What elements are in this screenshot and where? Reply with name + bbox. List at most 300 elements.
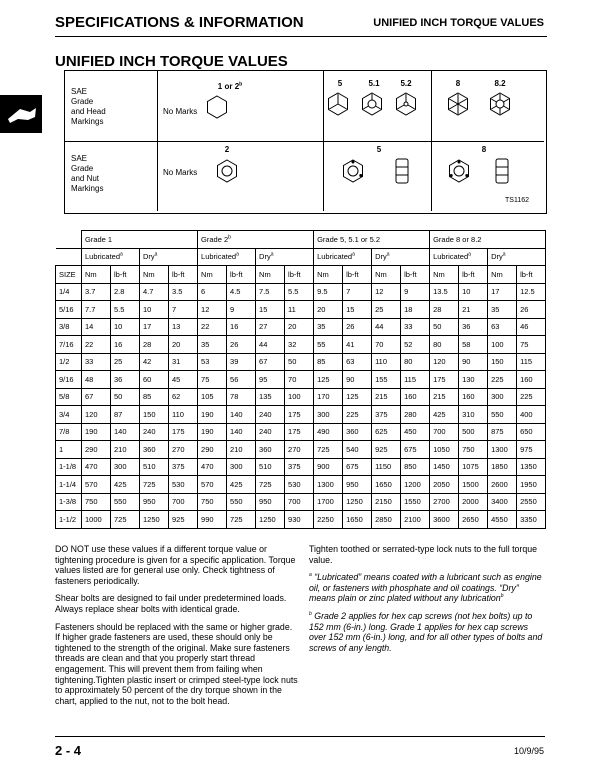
unit-nm-header: Nm — [198, 266, 227, 284]
torque-cell: 115 — [401, 371, 430, 389]
unit-nm-header: Nm — [488, 266, 517, 284]
hex-head-grade52-icon — [395, 93, 417, 115]
dry-header: Dry$^a$ — [488, 248, 546, 266]
torque-cell: 175 — [285, 423, 314, 441]
torque-cell: 62 — [169, 388, 198, 406]
header-rule — [55, 36, 547, 37]
section-tab — [0, 95, 42, 133]
torque-cell: 2550 — [517, 493, 546, 511]
nut-marking-label: SAE Grade and Nut Markings — [71, 154, 104, 193]
torque-cell: 725 — [227, 511, 256, 529]
running-title: UNIFIED INCH TORQUE VALUES — [373, 17, 544, 29]
torque-cell: 53 — [198, 353, 227, 371]
torque-cell: 7 — [169, 301, 198, 319]
torque-table — [55, 230, 546, 529]
torque-cell: 10 — [111, 318, 140, 336]
torque-cell: 925 — [372, 441, 401, 459]
torque-cell: 4.5 — [227, 283, 256, 301]
torque-cell: 750 — [198, 493, 227, 511]
torque-cell: 470 — [82, 458, 111, 476]
torque-cell: 33 — [401, 318, 430, 336]
torque-cell: 2000 — [459, 493, 488, 511]
torque-cell: 21 — [459, 301, 488, 319]
grade-label-nut-high: 8 — [481, 145, 487, 154]
torque-cell: 930 — [285, 511, 314, 529]
torque-cell: 160 — [401, 388, 430, 406]
torque-cell: 33 — [82, 353, 111, 371]
torque-cell: 35 — [198, 336, 227, 354]
hex-head-grade82-icon — [489, 93, 511, 115]
table-row — [56, 511, 546, 529]
torque-cell: 750 — [82, 493, 111, 511]
torque-cell: 175 — [285, 406, 314, 424]
wrench-icon — [0, 95, 42, 133]
size-header: SIZE — [56, 266, 82, 284]
size-cell: 1/4 — [56, 283, 82, 301]
torque-cell: 310 — [459, 406, 488, 424]
torque-cell: 470 — [198, 458, 227, 476]
no-marks-nut: No Marks — [163, 168, 198, 177]
torque-cell: 2650 — [459, 511, 488, 529]
hex-head-grade5-icon — [327, 93, 349, 115]
torque-cell: 95 — [256, 371, 285, 389]
torque-cell: 42 — [140, 353, 169, 371]
torque-cell: 2700 — [430, 493, 459, 511]
grade-label-head: 5.1 — [368, 79, 380, 88]
torque-cell: 300 — [227, 458, 256, 476]
torque-cell: 50 — [111, 388, 140, 406]
torque-cell: 90 — [343, 371, 372, 389]
torque-cell: 300 — [314, 406, 343, 424]
lubricated-header: Lubricated$^a$ — [430, 248, 488, 266]
torque-cell: 10 — [140, 301, 169, 319]
torque-cell: 9 — [401, 283, 430, 301]
torque-cell: 87 — [111, 406, 140, 424]
torque-cell: 570 — [82, 476, 111, 494]
torque-cell: 170 — [314, 388, 343, 406]
unit-lbft-header: lb-ft — [517, 266, 546, 284]
torque-cell: 12.5 — [517, 283, 546, 301]
torque-cell: 70 — [285, 371, 314, 389]
lubricated-header: Lubricated$^a$ — [314, 248, 372, 266]
page-number: 2 - 4 — [55, 743, 82, 758]
size-cell: 3/4 — [56, 406, 82, 424]
torque-cell: 4.7 — [140, 283, 169, 301]
dry-header: Dry$^a$ — [140, 248, 198, 266]
size-cell: 1-1/4 — [56, 476, 82, 494]
torque-cell: 80 — [430, 336, 459, 354]
torque-cell: 12 — [372, 283, 401, 301]
table-row — [56, 283, 546, 301]
torque-cell: 725 — [314, 441, 343, 459]
torque-cell: 1850 — [488, 458, 517, 476]
unit-lbft-header: lb-ft — [401, 266, 430, 284]
torque-cell: 490 — [314, 423, 343, 441]
footnote-b: $^b$ Grade 2 applies for hex cap screws (not hex bolts) up to 152 mm (6-in.) long. Grade 1 applies for hex cap screws over 152 mm (6-in.) long, and for all other types of bolts and screws of any length. — [309, 610, 543, 653]
torque-cell: 625 — [372, 423, 401, 441]
torque-cell: 63 — [488, 318, 517, 336]
page-title: UNIFIED INCH TORQUE VALUES — [55, 53, 288, 70]
torque-cell: 60 — [140, 371, 169, 389]
grade-header: Grade 8 or 8.2 — [430, 231, 546, 249]
torque-cell: 375 — [285, 458, 314, 476]
grade-label-nut-low: 2 — [224, 145, 230, 154]
note-paragraph: DO NOT use these values if a different torque value or tightening procedure is given for a specific application. Torque values listed are for general use only. Check tightness of fasteners periodically. — [55, 544, 296, 586]
unit-lbft-header: lb-ft — [227, 266, 256, 284]
torque-cell: 17 — [488, 283, 517, 301]
nut-side-grade5-icon — [395, 158, 409, 184]
torque-cell: 550 — [111, 493, 140, 511]
torque-cell: 1250 — [256, 511, 285, 529]
nut-grade5-icon — [341, 159, 365, 183]
hex-head-grade51-icon — [361, 93, 383, 115]
lubricated-header: Lubricated$^a$ — [198, 248, 256, 266]
torque-cell: 36 — [459, 318, 488, 336]
torque-cell: 400 — [517, 406, 546, 424]
torque-cell: 425 — [111, 476, 140, 494]
torque-cell: 9 — [227, 301, 256, 319]
torque-cell: 2600 — [488, 476, 517, 494]
torque-cell: 700 — [169, 493, 198, 511]
torque-cell: 13.5 — [430, 283, 459, 301]
marking-table — [64, 70, 547, 214]
torque-cell: 240 — [256, 406, 285, 424]
torque-cell: 1075 — [459, 458, 488, 476]
torque-cell: 50 — [430, 318, 459, 336]
torque-cell: 240 — [140, 423, 169, 441]
table-row — [56, 458, 546, 476]
torque-cell: 63 — [343, 353, 372, 371]
table-row — [56, 423, 546, 441]
torque-cell: 280 — [401, 406, 430, 424]
torque-cell: 50 — [285, 353, 314, 371]
size-cell: 7/8 — [56, 423, 82, 441]
torque-cell: 215 — [372, 388, 401, 406]
torque-cell: 150 — [488, 353, 517, 371]
notes-right — [309, 544, 546, 660]
grade-header: Grade 2$^b$ — [198, 231, 314, 249]
torque-cell: 150 — [140, 406, 169, 424]
torque-cell: 3.7 — [82, 283, 111, 301]
section-title: SPECIFICATIONS & INFORMATION — [55, 14, 304, 31]
torque-cell: 850 — [401, 458, 430, 476]
torque-cell: 1950 — [517, 476, 546, 494]
torque-cell: 1700 — [314, 493, 343, 511]
size-cell: 1-1/2 — [56, 511, 82, 529]
torque-cell: 155 — [372, 371, 401, 389]
torque-cell: 80 — [401, 353, 430, 371]
torque-cell: 530 — [169, 476, 198, 494]
torque-cell: 1200 — [401, 476, 430, 494]
table-row — [56, 371, 546, 389]
torque-cell: 12 — [198, 301, 227, 319]
torque-cell: 570 — [198, 476, 227, 494]
torque-cell: 270 — [285, 441, 314, 459]
torque-cell: 300 — [111, 458, 140, 476]
torque-cell: 48 — [82, 371, 111, 389]
torque-cell: 360 — [140, 441, 169, 459]
torque-cell: 190 — [198, 406, 227, 424]
torque-cell: 32 — [285, 336, 314, 354]
torque-cell: 215 — [430, 388, 459, 406]
unit-lbft-header: lb-ft — [285, 266, 314, 284]
torque-cell: 100 — [285, 388, 314, 406]
unit-nm-header: Nm — [140, 266, 169, 284]
torque-cell: 20 — [314, 301, 343, 319]
torque-cell: 22 — [198, 318, 227, 336]
torque-cell: 1000 — [82, 511, 111, 529]
dry-header: Dry$^a$ — [372, 248, 430, 266]
torque-cell: 425 — [227, 476, 256, 494]
torque-cell: 5.5 — [285, 283, 314, 301]
torque-cell: 725 — [140, 476, 169, 494]
torque-cell: 360 — [343, 423, 372, 441]
note-paragraph: Shear bolts are designed to fail under predetermined loads. Always replace shear bolts with identical grade. — [55, 593, 287, 614]
size-cell: 7/16 — [56, 336, 82, 354]
torque-cell: 175 — [169, 423, 198, 441]
unit-lbft-header: lb-ft — [169, 266, 198, 284]
torque-cell: 550 — [227, 493, 256, 511]
torque-cell: 67 — [82, 388, 111, 406]
grade-header: Grade 1 — [82, 231, 198, 249]
torque-cell: 55 — [314, 336, 343, 354]
torque-cell: 17 — [140, 318, 169, 336]
torque-cell: 26 — [517, 301, 546, 319]
footnote-a: $^a$ “Lubricated” means coated with a lubricant such as engine oil, or fasteners with phosphate and oil coatings. “Dry” means plain or zinc plated without any lubrication$^b$ — [309, 572, 542, 604]
torque-cell: 290 — [82, 441, 111, 459]
torque-cell: 210 — [227, 441, 256, 459]
torque-cell: 450 — [401, 423, 430, 441]
grade-label-head: 5.2 — [400, 79, 412, 88]
torque-cell: 925 — [169, 511, 198, 529]
revision-date: 10/9/95 — [513, 746, 544, 756]
torque-cell: 7 — [343, 283, 372, 301]
unit-nm-header: Nm — [430, 266, 459, 284]
torque-cell: 2050 — [430, 476, 459, 494]
torque-cell: 360 — [256, 441, 285, 459]
unit-lbft-header: lb-ft — [459, 266, 488, 284]
torque-cell: 425 — [430, 406, 459, 424]
torque-cell: 115 — [517, 353, 546, 371]
nut-plain-icon — [215, 159, 239, 183]
size-cell: 3/8 — [56, 318, 82, 336]
torque-cell: 1650 — [372, 476, 401, 494]
torque-cell: 160 — [517, 371, 546, 389]
unit-header-row — [56, 266, 546, 284]
unit-nm-header: Nm — [82, 266, 111, 284]
torque-cell: 3350 — [517, 511, 546, 529]
torque-cell: 20 — [169, 336, 198, 354]
torque-cell: 540 — [343, 441, 372, 459]
torque-cell: 2850 — [372, 511, 401, 529]
torque-cell: 110 — [169, 406, 198, 424]
table-corner — [56, 248, 82, 266]
torque-cell: 650 — [517, 423, 546, 441]
torque-cell: 900 — [314, 458, 343, 476]
grade-header: Grade 5, 5.1 or 5.2 — [314, 231, 430, 249]
torque-cell: 750 — [459, 441, 488, 459]
size-cell: 1 — [56, 441, 82, 459]
torque-cell: 70 — [372, 336, 401, 354]
torque-cell: 3.5 — [169, 283, 198, 301]
torque-cell: 26 — [227, 336, 256, 354]
torque-cell: 1250 — [343, 493, 372, 511]
size-cell: 5/16 — [56, 301, 82, 319]
torque-cell: 58 — [459, 336, 488, 354]
torque-cell: 67 — [256, 353, 285, 371]
torque-cell: 20 — [285, 318, 314, 336]
torque-cell: 240 — [256, 423, 285, 441]
torque-cell: 120 — [82, 406, 111, 424]
torque-cell: 2100 — [401, 511, 430, 529]
torque-cell: 52 — [401, 336, 430, 354]
torque-cell: 16 — [111, 336, 140, 354]
torque-cell: 75 — [517, 336, 546, 354]
torque-cell: 725 — [256, 476, 285, 494]
torque-cell: 375 — [372, 406, 401, 424]
torque-cell: 3600 — [430, 511, 459, 529]
head-marking-label: SAE Grade and Head Markings — [71, 87, 106, 126]
torque-cell: 160 — [459, 388, 488, 406]
unit-nm-header: Nm — [372, 266, 401, 284]
torque-cell: 1150 — [372, 458, 401, 476]
notes-left — [55, 544, 298, 713]
torque-cell: 950 — [256, 493, 285, 511]
table-row — [56, 301, 546, 319]
torque-cell: 175 — [430, 371, 459, 389]
size-cell: 9/16 — [56, 371, 82, 389]
torque-cell: 950 — [140, 493, 169, 511]
torque-cell: 10 — [459, 283, 488, 301]
table-row — [56, 353, 546, 371]
torque-cell: 78 — [227, 388, 256, 406]
marking-divider — [65, 141, 544, 142]
torque-cell: 225 — [517, 388, 546, 406]
torque-cell: 975 — [517, 441, 546, 459]
torque-cell: 6 — [198, 283, 227, 301]
torque-cell: 225 — [488, 371, 517, 389]
unit-nm-header: Nm — [256, 266, 285, 284]
size-cell: 1-1/8 — [56, 458, 82, 476]
torque-cell: 1450 — [430, 458, 459, 476]
torque-cell: 75 — [198, 371, 227, 389]
torque-cell: 1050 — [430, 441, 459, 459]
torque-cell: 25 — [372, 301, 401, 319]
torque-cell: 18 — [401, 301, 430, 319]
torque-cell: 700 — [430, 423, 459, 441]
unit-lbft-header: lb-ft — [343, 266, 372, 284]
torque-cell: 100 — [488, 336, 517, 354]
figure-id: TS1162 — [505, 197, 529, 204]
size-cell: 1/2 — [56, 353, 82, 371]
dry-header: Dry$^a$ — [256, 248, 314, 266]
torque-cell: 31 — [169, 353, 198, 371]
size-cell: 1-3/8 — [56, 493, 82, 511]
no-marks-head: No Marks — [163, 107, 198, 116]
torque-cell: 16 — [227, 318, 256, 336]
size-cell: 5/8 — [56, 388, 82, 406]
torque-cell: 190 — [198, 423, 227, 441]
unit-lbft-header: lb-ft — [111, 266, 140, 284]
table-row — [56, 318, 546, 336]
lubricated-header: Lubricated$^a$ — [82, 248, 140, 266]
torque-cell: 725 — [111, 511, 140, 529]
torque-cell: 44 — [372, 318, 401, 336]
torque-cell: 225 — [343, 406, 372, 424]
torque-cell: 1650 — [343, 511, 372, 529]
torque-cell: 45 — [169, 371, 198, 389]
torque-cell: 25 — [111, 353, 140, 371]
torque-cell: 1300 — [488, 441, 517, 459]
torque-cell: 13 — [169, 318, 198, 336]
torque-cell: 28 — [430, 301, 459, 319]
torque-cell: 27 — [256, 318, 285, 336]
nut-side-grade8-icon — [495, 158, 509, 184]
torque-cell: 130 — [459, 371, 488, 389]
torque-cell: 950 — [343, 476, 372, 494]
torque-cell: 5.5 — [111, 301, 140, 319]
grade-label-head: 8 — [455, 79, 461, 88]
grade-label-nut-mid: 5 — [376, 145, 382, 154]
torque-cell: 990 — [198, 511, 227, 529]
table-row — [56, 441, 546, 459]
torque-cell: 39 — [227, 353, 256, 371]
torque-cell: 110 — [372, 353, 401, 371]
torque-cell: 675 — [401, 441, 430, 459]
torque-cell: 375 — [169, 458, 198, 476]
torque-cell: 120 — [430, 353, 459, 371]
torque-cell: 510 — [256, 458, 285, 476]
torque-cell: 7.5 — [256, 283, 285, 301]
torque-cell: 26 — [343, 318, 372, 336]
torque-cell: 125 — [343, 388, 372, 406]
torque-cell: 1350 — [517, 458, 546, 476]
torque-cell: 550 — [488, 406, 517, 424]
table-corner — [56, 231, 82, 249]
torque-cell: 2.8 — [111, 283, 140, 301]
torque-cell: 4550 — [488, 511, 517, 529]
torque-cell: 300 — [488, 388, 517, 406]
grade-label-head-low: 1 or 2$^b$ — [217, 81, 243, 91]
torque-cell: 35 — [488, 301, 517, 319]
torque-cell: 700 — [285, 493, 314, 511]
torque-cell: 36 — [111, 371, 140, 389]
torque-cell: 105 — [198, 388, 227, 406]
hex-head-grade8-icon — [447, 93, 469, 115]
torque-cell: 290 — [198, 441, 227, 459]
table-row — [56, 476, 546, 494]
torque-cell: 2250 — [314, 511, 343, 529]
torque-cell: 28 — [140, 336, 169, 354]
table-row — [56, 336, 546, 354]
torque-cell: 675 — [343, 458, 372, 476]
grade-label-head: 8.2 — [494, 79, 506, 88]
condition-header-row — [56, 248, 546, 266]
torque-cell: 1500 — [459, 476, 488, 494]
torque-cell: 15 — [256, 301, 285, 319]
table-row — [56, 388, 546, 406]
torque-cell: 2150 — [372, 493, 401, 511]
torque-cell: 140 — [227, 406, 256, 424]
torque-cell: 7.7 — [82, 301, 111, 319]
torque-cell: 15 — [343, 301, 372, 319]
torque-cell: 35 — [314, 318, 343, 336]
nut-grade8-icon — [447, 159, 471, 183]
torque-cell: 135 — [256, 388, 285, 406]
torque-cell: 14 — [82, 318, 111, 336]
torque-cell: 140 — [227, 423, 256, 441]
grade-label-head: 5 — [337, 79, 343, 88]
